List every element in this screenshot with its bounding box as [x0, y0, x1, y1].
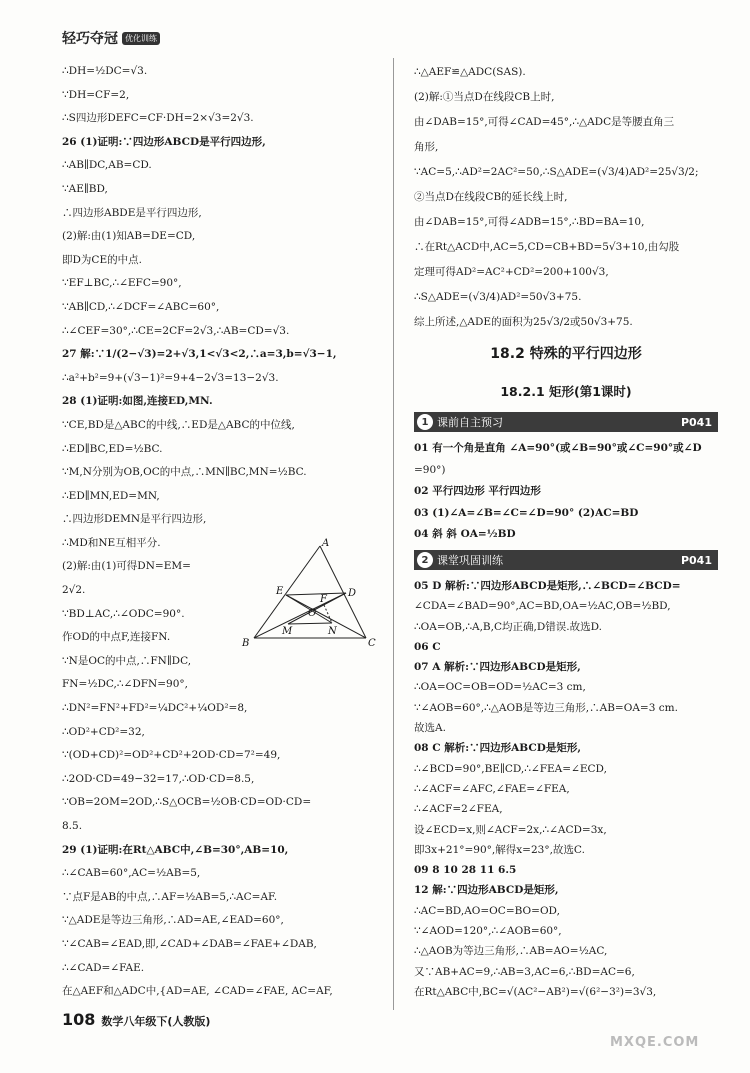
answer-line: ∴DH=½DC=√3.	[62, 65, 148, 77]
answer-line: 设∠ECD=x,则∠ACF=2x,∴∠ACD=3x,	[414, 823, 607, 836]
answer-line: 由∠DAB=15°,可得∠CAD=45°,∴△ADC是等腰直角三	[414, 116, 675, 128]
book-title: 数学八年级下(人教版)	[101, 1015, 211, 1028]
answer-line: 09 8 10 28 11 6.5	[414, 864, 517, 877]
answer-line: =90°)	[414, 463, 446, 476]
left-column	[62, 60, 380, 1004]
answer-line: (2)解:由(1)可得DN=EM=	[62, 560, 191, 573]
answer-line: ∴ED∥BC,ED=½BC.	[62, 442, 163, 455]
answer-line: 05 D 解析:∵四边形ABCD是矩形,∴∠BCD=∠BCD=	[414, 580, 681, 592]
answer-line: 08 C 解析:∵四边形ABCD是矩形,	[414, 742, 581, 755]
label-n: N	[328, 626, 337, 637]
answer-line: ∴△AOB为等边三角形,∴AB=AO=½AC,	[414, 945, 608, 958]
label-f: F	[320, 594, 327, 605]
bar-classwork	[414, 550, 718, 570]
edge-md	[288, 593, 346, 624]
answer-line: ∴AC=BD,AO=OC=BO=OD,	[414, 904, 560, 917]
answer-line: ∴OA=OB,∴A,B,C均正确,D错误.故选D.	[414, 620, 602, 633]
answer-line: 8.5.	[62, 820, 83, 832]
right-column	[414, 60, 718, 335]
answer-line: ∵∠AOB=60°,∴△AOB是等边三角形,∴AB=OA=3 cm.	[414, 701, 678, 714]
answer-line: 故选A.	[414, 722, 446, 735]
answer-line: (2)解:由(1)知AB=DE=CD,	[62, 230, 196, 243]
answer-line: 在Rt△ABC中,BC=√(AC²−AB²)=√(6²−3²)=3√3,	[414, 985, 657, 998]
answer-line: ∵(OD+CD)²=OD²+CD²+2OD·CD=7²=49,	[62, 749, 281, 762]
answer-line: ∠CDA=∠BAD=90°,AC=BD,OA=½AC,OB=½BD,	[414, 600, 671, 613]
answer-line: ∵∠AOD=120°,∴∠AOB=60°,	[414, 925, 562, 938]
label-d: D	[348, 588, 357, 599]
classwork-answers	[414, 576, 718, 1002]
section-title: 18.2 特殊的平行四边形	[490, 346, 642, 362]
answer-line: ∴ED∥MN,ED=MN,	[62, 489, 160, 502]
answer-line: ∵AE∥BD,	[62, 182, 108, 195]
answer-line: 在△AEF和△ADC中,{AD=AE, ∠CAD=∠FAE, AC=AF,	[62, 985, 333, 998]
answer-line: ∴MD和NE互相平分.	[62, 536, 161, 549]
answer-line: 由∠DAB=15°,可得∠ADB=15°,∴BD=BA=10,	[414, 216, 645, 228]
bar-number: 1	[417, 414, 433, 430]
answer-line: ∴∠ACF=2∠FEA,	[414, 803, 503, 816]
answer-line: ∴S四边形DEFC=CF·DH=2×√3=2√3.	[62, 112, 254, 125]
answer-line: 29 (1)证明:在Rt△ABC中,∠B=30°,AB=10,	[62, 843, 289, 856]
answer-line: ∴OA=OC=OB=OD=½AC=3 cm,	[414, 681, 586, 694]
answer-line: ∴a²+b²=9+(√3−1)²=9+4−2√3=13−2√3.	[62, 371, 279, 384]
answer-line: ∴在Rt△ACD中,AC=5,CD=CB+BD=5√3+10,由勾股	[414, 241, 680, 253]
answer-line: 28 (1)证明:如图,连接ED,MN.	[62, 395, 213, 408]
answer-line: 04 斜 斜 OA=½BD	[414, 528, 516, 540]
answer-line: 角形,	[414, 141, 439, 153]
answer-line: (2)解:①当点D在线段CB上时,	[414, 91, 555, 103]
answer-line: 即D为CE的中点.	[62, 253, 142, 266]
bar-label: 课前自主预习	[437, 416, 503, 429]
answer-line: FN=½DC,∴∠DFN=90°,	[62, 678, 188, 691]
answer-line: ∵点F是AB的中点,∴AF=½AB=5,∴AC=AF.	[62, 890, 278, 903]
answer-line: ∵∠CAB=∠EAD,即,∠CAD+∠DAB=∠FAE+∠DAB,	[62, 937, 317, 950]
answer-line: 03 (1)∠A=∠B=∠C=∠D=90° (2)AC=BD	[414, 506, 639, 519]
answer-line: ∴∠CEF=30°,∴CE=2CF=2√3,∴AB=CD=√3.	[62, 324, 290, 337]
page-header	[62, 28, 160, 48]
label-b: B	[242, 638, 250, 649]
answer-line: ∵M,N分别为OB,OC的中点,∴MN∥BC,MN=½BC.	[62, 466, 307, 479]
geometry-figure	[240, 538, 380, 650]
preview-answers	[414, 438, 718, 546]
answer-line: 12 解:∵四边形ABCD是矩形,	[414, 884, 559, 897]
label-m: M	[282, 626, 293, 637]
bar-page: P041	[680, 415, 712, 429]
answer-line: ∴S△ADE=(√3/4)AD²=50√3+75.	[414, 291, 582, 303]
answer-line: ②当点D在线段CB的延长线上时,	[414, 191, 568, 203]
answer-line: 27 解:∵1/(2−√3)=2+√3,1<√3<2,∴a=3,b=√3−1,	[62, 348, 337, 361]
column-divider	[393, 58, 394, 1010]
answer-line: ∵DH=CF=2,	[62, 88, 130, 101]
edge-ed	[286, 593, 346, 595]
answer-line: ∵AB∥CD,∴∠DCF=∠ABC=60°,	[62, 300, 220, 313]
label-c: C	[368, 638, 376, 649]
answer-line: ∵AC=5,∴AD²=2AC²=50,∴S△ADE=(√3/4)AD²=25√3/2;	[414, 166, 699, 178]
answer-line: ∴∠CAD=∠FAE.	[62, 961, 145, 974]
answer-line: ∴AB∥DC,AB=CD.	[62, 159, 152, 172]
label-e: E	[276, 586, 284, 597]
answer-line: ∴四边形DEMN是平行四边形,	[62, 513, 207, 526]
answer-line: 作OD的中点F,连接FN.	[62, 631, 171, 644]
label-o: O	[308, 608, 317, 619]
edge-ac	[320, 546, 366, 638]
answer-line: 2√2.	[62, 584, 86, 597]
answer-line: 02 平行四边形 平行四边形	[414, 485, 541, 497]
answer-line: 06 C	[414, 640, 441, 653]
answer-line: 定理可得AD²=AC²+CD²=200+100√3,	[414, 266, 609, 278]
answer-line: ∴∠ACF=∠AFC,∠FAE=∠FEA,	[414, 782, 570, 795]
brand-badge: 优化训练	[122, 32, 160, 45]
bar-number: 2	[417, 552, 433, 568]
bar-label: 课堂巩固训练	[437, 554, 503, 567]
brand-logo: 轻巧夺冠	[62, 31, 118, 47]
answer-line: ∴四边形ABDE是平行四边形,	[62, 206, 202, 219]
answer-line: ∴∠BCD=90°,BE∥CD,∴∠FEA=∠ECD,	[414, 762, 607, 775]
edge-mn	[288, 623, 332, 624]
bar-page: P041	[680, 553, 712, 567]
answer-line: ∴△AEF≌△ADC(SAS).	[414, 66, 526, 78]
answer-line: 07 A 解析:∵四边形ABCD是矩形,	[414, 661, 581, 674]
answer-line: ∵CE,BD是△ABC的中线,∴ED是△ABC的中位线,	[62, 418, 295, 431]
answer-line: 综上所述,△ADE的面积为25√3/2或50√3+75.	[414, 316, 633, 328]
page-number: 108	[62, 1010, 96, 1029]
answer-line: ∴2OD·CD=49−32=17,∴OD·CD=8.5,	[62, 772, 255, 785]
answer-line: ∴DN²=FN²+FD²=¼DC²+¼OD²=8,	[62, 702, 248, 715]
answer-line: ∵△ADE是等边三角形,∴AD=AE,∠EAD=60°,	[62, 914, 284, 927]
answer-line: ∵N是OC的中点,∴FN∥DC,	[62, 654, 192, 667]
bar-preview	[414, 412, 718, 432]
watermark: MXQE.COM	[610, 1035, 700, 1050]
answer-line: ∵EF⊥BC,∴∠EFC=90°,	[62, 277, 182, 290]
subsection-title: 18.2.1 矩形(第1课时)	[500, 384, 632, 399]
answer-line: 26 (1)证明:∵四边形ABCD是平行四边形,	[62, 135, 266, 148]
answer-line: ∵BD⊥AC,∴∠ODC=90°.	[62, 607, 185, 620]
answer-line: 即3x+21°=90°,解得x=23°,故选C.	[414, 843, 585, 856]
edge-ab	[254, 546, 320, 638]
answer-line: ∵OB=2OM=2OD,∴S△OCB=½OB·CD=OD·CD=	[62, 796, 312, 809]
answer-line: 01 有一个角是直角 ∠A=90°(或∠B=90°或∠C=90°或∠D	[414, 442, 702, 454]
label-a: A	[322, 538, 330, 549]
answer-line: ∴OD²+CD²=32,	[62, 725, 145, 738]
answer-line: 又∵AB+AC=9,∴AB=3,AC=6,∴BD=AC=6,	[414, 965, 635, 978]
answer-line: ∴∠CAB=60°,AC=½AB=5,	[62, 867, 201, 880]
page-footer	[62, 1010, 210, 1029]
